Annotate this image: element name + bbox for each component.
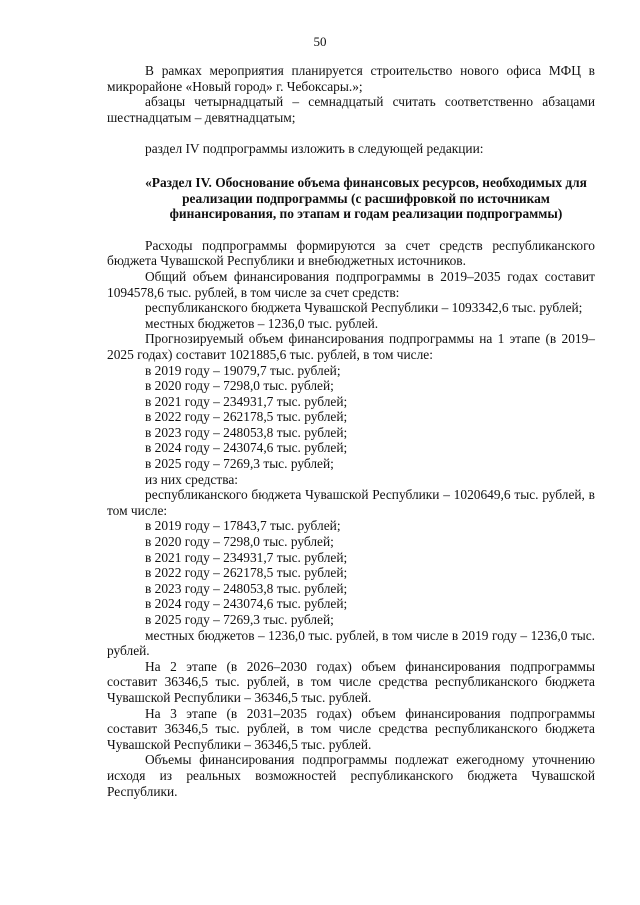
paragraph: На 2 этапе (в 2026–2030 годах) объем финансирования подпрограммы составит 36346,5 тыс. рублей, в том числе средства республиканского бюджета Чувашской Республики – 36346,5 тыс. рублей. — [107, 658, 595, 705]
section-text — [107, 238, 595, 799]
document-body — [107, 63, 595, 799]
paragraph: в 2023 году – 248053,8 тыс. рублей; — [145, 580, 348, 596]
paragraph: в 2022 году – 262178,5 тыс. рублей; — [145, 409, 348, 425]
section-heading: «Раздел IV. Обоснование объема финансовых ресурсов, необходимых для реализации подпрограммы (с расшифровкой по источникам финансирования, по этапам и годам реализации подпрограммы) — [145, 174, 587, 222]
paragraph: в 2024 году – 243074,6 тыс. рублей; — [145, 596, 348, 612]
paragraph: Прогнозируемый объем финансирования подпрограммы на 1 этапе (в 2019–2025 годах) составит 1021885,6 тыс. рублей, в том числе: — [107, 331, 595, 362]
paragraph: в 2020 году – 7298,0 тыс. рублей; — [145, 534, 334, 550]
intro-paragraph: В рамках мероприятия планируется строительство нового офиса МФЦ в микрорайоне «Новый город» г. Чебоксары.»; — [107, 63, 595, 94]
paragraph: в 2024 году – 243074,6 тыс. рублей; — [145, 440, 348, 456]
paragraph: Объемы финансирования подпрограммы подлежат ежегодному уточнению исходя из реальных возможностей республиканского бюджета Чувашской Республики. — [107, 752, 595, 799]
intro-paragraph: абзацы четырнадцатый – семнадцатый считать соответственно абзацами шестнадцатым – девятнадцатым; — [107, 94, 595, 125]
paragraph: в 2021 году – 234931,7 тыс. рублей; — [145, 549, 348, 565]
paragraph: в 2021 году – 234931,7 тыс. рублей; — [145, 393, 348, 409]
paragraph: в 2025 году – 7269,3 тыс. рублей; — [145, 456, 334, 472]
section-instruction: раздел IV подпрограммы изложить в следующей редакции: — [145, 141, 484, 157]
paragraph: Общий объем финансирования подпрограммы в 2019–2035 годах составит 1094578,6 тыс. рублей, в том числе за счет средств: — [107, 268, 595, 300]
paragraph: На 3 этапе (в 2031–2035 годах) объем финансирования подпрограммы составит 36346,5 тыс. рублей, в том числе средства республиканского бюджета Чувашской Республики – 36346,5 тыс. рублей. — [107, 705, 595, 752]
paragraph: в 2020 году – 7298,0 тыс. рублей; — [145, 378, 334, 394]
paragraph: из них средства: — [145, 471, 239, 487]
paragraph: в 2023 году – 248053,8 тыс. рублей; — [145, 424, 348, 440]
paragraph: республиканского бюджета Чувашской Республики – 1093342,6 тыс. рублей; — [145, 300, 583, 316]
page-number: 50 — [313, 34, 327, 49]
paragraph: республиканского бюджета Чувашской Республики – 1020649,6 тыс. рублей, в том числе: — [107, 487, 595, 518]
paragraph: Расходы подпрограммы формируются за счет средств республиканского бюджета Чувашской Республики и внебюджетных источников. — [107, 237, 595, 269]
paragraph: местных бюджетов – 1236,0 тыс. рублей. — [145, 315, 379, 331]
paragraph: в 2025 году – 7269,3 тыс. рублей; — [145, 612, 334, 627]
paragraph: в 2022 году – 262178,5 тыс. рублей; — [145, 565, 348, 581]
paragraph: местных бюджетов – 1236,0 тыс. рублей, в том числе в 2019 году – 1236,0 тыс. рублей. — [107, 627, 595, 659]
paragraph: в 2019 году – 17843,7 тыс. рублей; — [145, 518, 341, 534]
paragraph: в 2019 году – 19079,7 тыс. рублей; — [145, 362, 341, 378]
